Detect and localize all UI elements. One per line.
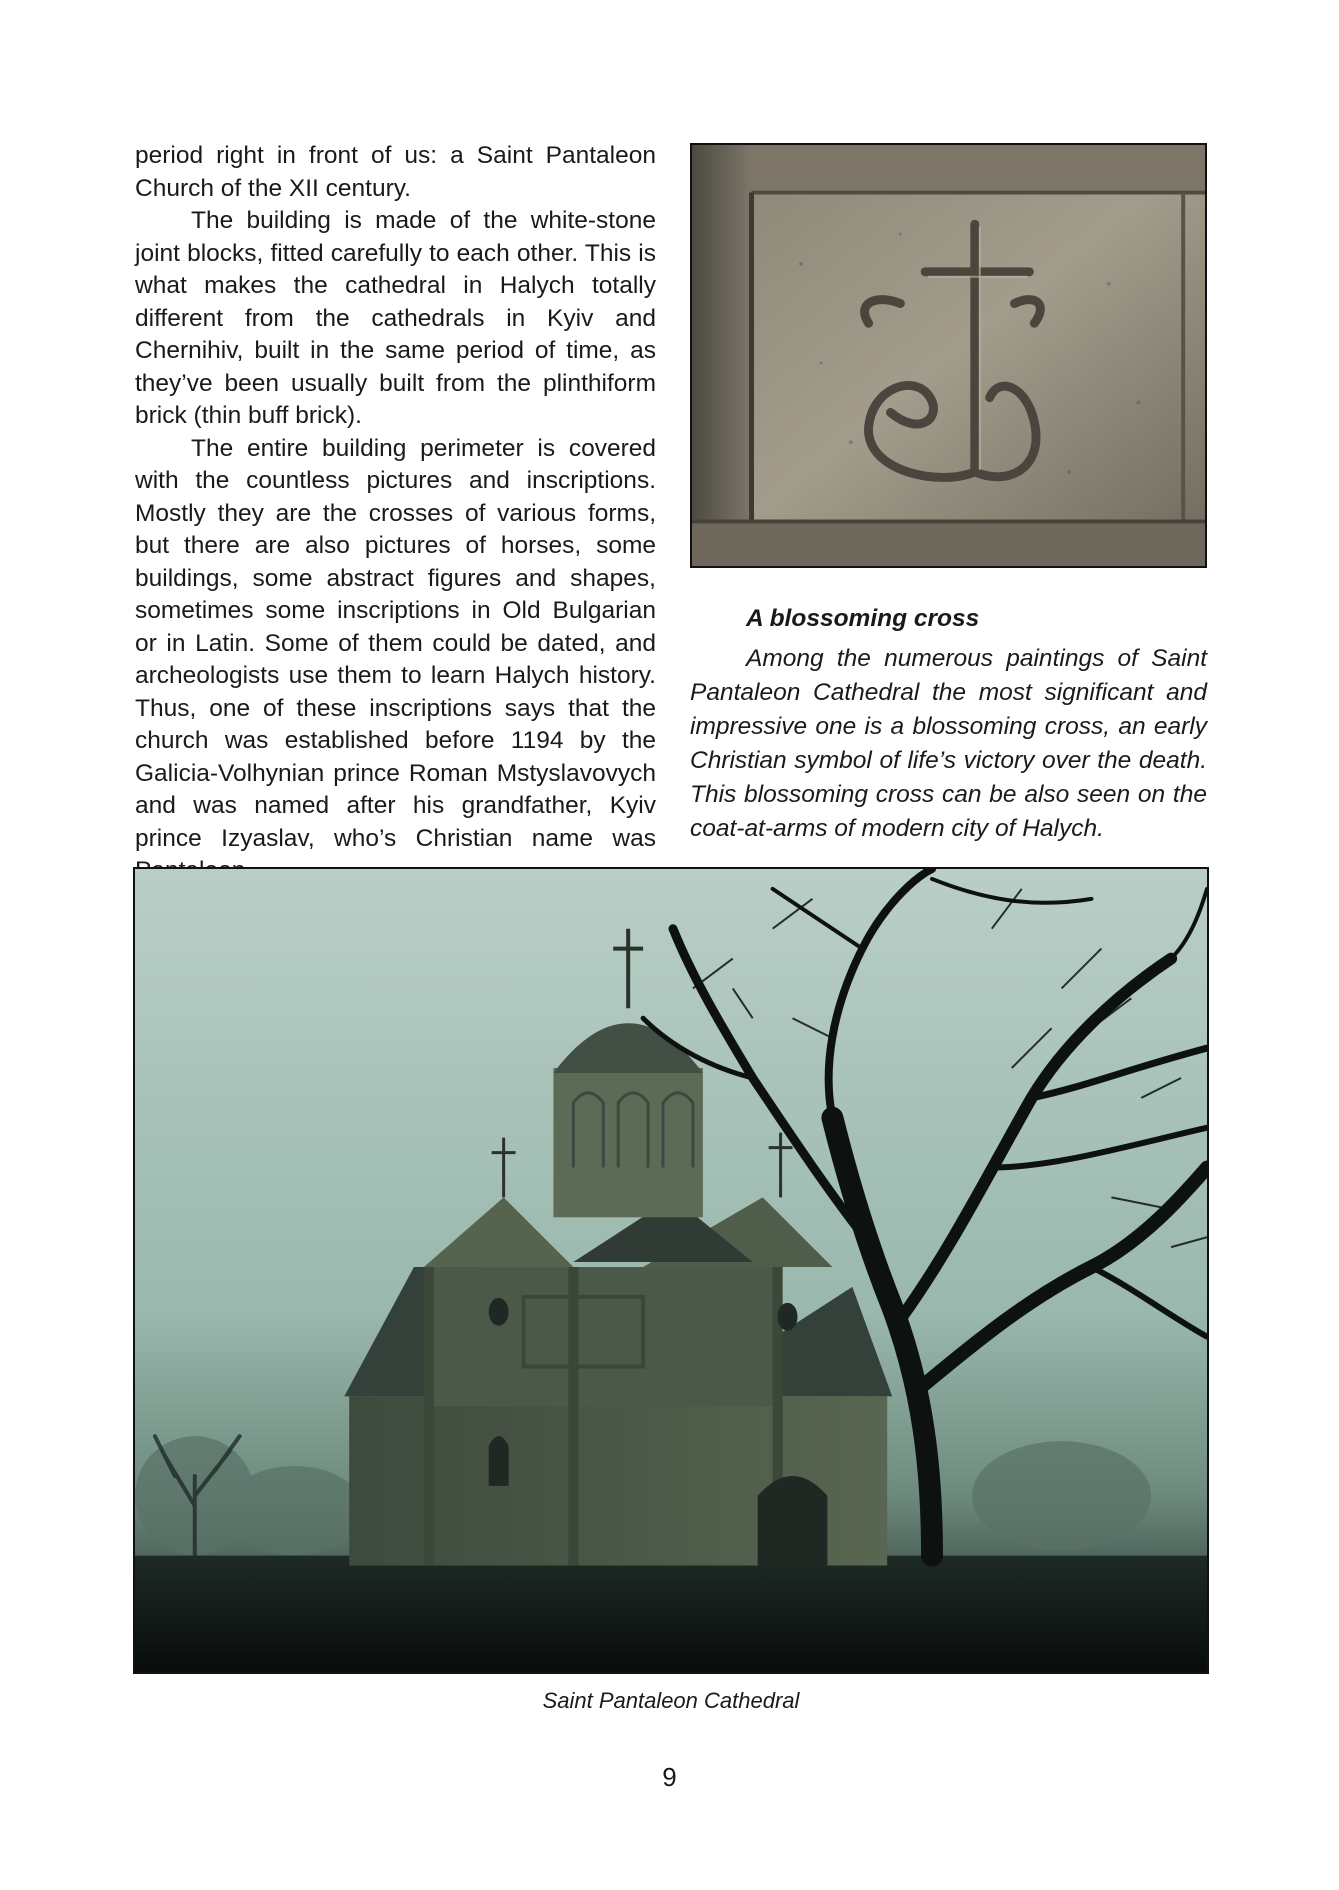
section-body: Among the numerous paintings of Saint Pantaleon Cathedral the most significant and impressive one is a blossoming cross, an early Christian symbol of life’s victory over the death. This blossoming cross can be also seen on the coat-at-arms of modern city of Halych. [690,645,1207,842]
blossoming-cross-caption [690,602,1207,846]
paragraph-continuation: period right in front of us: a Saint Pantaleon Church of the XII century. [135,142,656,202]
paragraph-perimeter: The entire building perimeter is covered with the countless pictures and inscriptions. Mostly they are the crosses of various forms, but there are also pictures of horses, some buildings, some abstract figures and shapes, sometimes some inscriptions in Old Bulgarian or in Latin. Some of them could be dated, and archeologists use them to learn Halych history. Thus, one of these inscriptions says that the church was established before 1194 by the Galicia-Volhynian prince Roman Mstyslavovych and was named after his grandfather, Kyiv prince Izyaslav, who’s Christian name was [135,434,656,852]
left-text-column [135,140,656,888]
page-number: 9 [662,1762,677,1792]
cathedral-image [135,869,1207,1672]
blossoming-cross-image [692,145,1205,566]
blossoming-cross-photo [690,143,1207,568]
paragraph-building: The building is made of the white-stone joint blocks, fitted carefully to each other. This is what makes the cathedral in Halych totally different from the cathedrals in Kyiv and Chernihiv, built in the same period of time, as they’ve been usually built from the plinthiform brick (thin buff brick). [135,207,656,429]
section-heading: A blossoming cross [746,605,980,632]
cathedral-photo [133,867,1209,1674]
cathedral-photo-caption: Saint Pantaleon Cathedral [542,1688,800,1713]
